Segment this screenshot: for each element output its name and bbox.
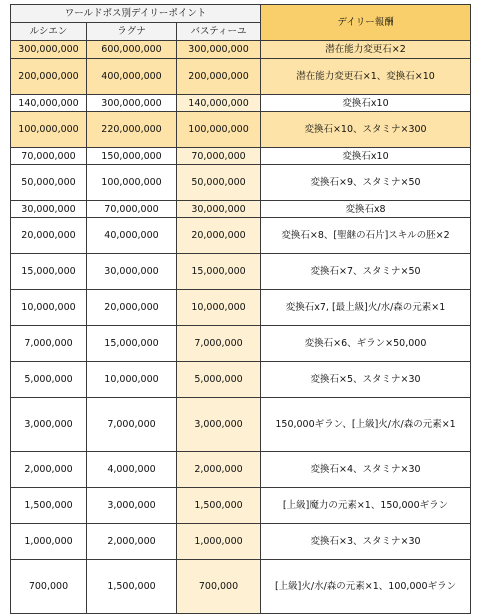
- bastille-points: 30,000,000: [177, 201, 261, 218]
- bastille-points: 70,000,000: [177, 148, 261, 165]
- bastille-points: 7,000,000: [177, 326, 261, 362]
- table-row: [11, 59, 471, 95]
- reward-text: [上級]魔力の元素×1、150,000ギラン: [261, 488, 471, 524]
- column-header-lucien: ルシエン: [11, 23, 87, 41]
- bastille-points: 300,000,000: [177, 41, 261, 59]
- ragna-points: 4,000,000: [87, 452, 177, 488]
- table-row: [11, 148, 471, 165]
- lucien-points: 70,000,000: [11, 148, 87, 165]
- lucien-points: 20,000,000: [11, 218, 87, 254]
- lucien-points: 7,000,000: [11, 326, 87, 362]
- reward-text: 変換石x8: [261, 201, 471, 218]
- bastille-points: 700,000: [177, 560, 261, 614]
- ragna-points: 600,000,000: [87, 41, 177, 59]
- table-row: [11, 112, 471, 148]
- reward-text: 変換石x10: [261, 95, 471, 112]
- lucien-points: 1,000,000: [11, 524, 87, 560]
- table-row: [11, 41, 471, 59]
- lucien-points: 140,000,000: [11, 95, 87, 112]
- bastille-points: 3,000,000: [177, 398, 261, 452]
- lucien-points: 30,000,000: [11, 201, 87, 218]
- ragna-points: 220,000,000: [87, 112, 177, 148]
- group-header-row: [11, 5, 471, 23]
- reward-text: 潜在能力変更石×2: [261, 41, 471, 59]
- daily-reward-header: デイリー報酬: [261, 5, 471, 41]
- ragna-points: 3,000,000: [87, 488, 177, 524]
- ragna-points: 400,000,000: [87, 59, 177, 95]
- daily-reward-table: [10, 4, 471, 614]
- ragna-points: 150,000,000: [87, 148, 177, 165]
- table-row: [11, 452, 471, 488]
- table-row: [11, 560, 471, 614]
- ragna-points: 2,000,000: [87, 524, 177, 560]
- bastille-points: 5,000,000: [177, 362, 261, 398]
- lucien-points: 700,000: [11, 560, 87, 614]
- ragna-points: 100,000,000: [87, 165, 177, 201]
- ragna-points: 30,000,000: [87, 254, 177, 290]
- reward-text: [上級]火/水/森の元素×1、100,000ギラン: [261, 560, 471, 614]
- reward-text: 変換石×5、スタミナ×30: [261, 362, 471, 398]
- reward-text: 変換石×7、スタミナ×50: [261, 254, 471, 290]
- reward-text: 変換石×8、[聖継の石片]スキルの胚×2: [261, 218, 471, 254]
- lucien-points: 3,000,000: [11, 398, 87, 452]
- lucien-points: 300,000,000: [11, 41, 87, 59]
- bastille-points: 15,000,000: [177, 254, 261, 290]
- reward-text: 変換石×6、ギラン×50,000: [261, 326, 471, 362]
- table-row: [11, 524, 471, 560]
- bastille-points: 200,000,000: [177, 59, 261, 95]
- ragna-points: 10,000,000: [87, 362, 177, 398]
- reward-text: 潜在能力変更石×1、変換石×10: [261, 59, 471, 95]
- lucien-points: 15,000,000: [11, 254, 87, 290]
- table-row: [11, 254, 471, 290]
- reward-text: 変換石×10、スタミナ×300: [261, 112, 471, 148]
- table-row: [11, 488, 471, 524]
- reward-text: 150,000ギラン、[上級]火/水/森の元素×1: [261, 398, 471, 452]
- lucien-points: 50,000,000: [11, 165, 87, 201]
- bastille-points: 10,000,000: [177, 290, 261, 326]
- ragna-points: 20,000,000: [87, 290, 177, 326]
- reward-text: 変換石×3、スタミナ×30: [261, 524, 471, 560]
- column-header-ragna: ラグナ: [87, 23, 177, 41]
- bastille-points: 20,000,000: [177, 218, 261, 254]
- ragna-points: 15,000,000: [87, 326, 177, 362]
- reward-text: 変換石×9、スタミナ×50: [261, 165, 471, 201]
- bastille-points: 1,000,000: [177, 524, 261, 560]
- bastille-points: 2,000,000: [177, 452, 261, 488]
- table-row: [11, 290, 471, 326]
- ragna-points: 300,000,000: [87, 95, 177, 112]
- lucien-points: 2,000,000: [11, 452, 87, 488]
- bastille-points: 1,500,000: [177, 488, 261, 524]
- bastille-points: 100,000,000: [177, 112, 261, 148]
- table-row: [11, 326, 471, 362]
- table-row: [11, 165, 471, 201]
- ragna-points: 70,000,000: [87, 201, 177, 218]
- ragna-points: 1,500,000: [87, 560, 177, 614]
- reward-text: 変換石x7, [最上級]火/水/森の元素×1: [261, 290, 471, 326]
- lucien-points: 10,000,000: [11, 290, 87, 326]
- lucien-points: 1,500,000: [11, 488, 87, 524]
- column-header-bastille: バスティーユ: [177, 23, 261, 41]
- table-row: [11, 398, 471, 452]
- lucien-points: 100,000,000: [11, 112, 87, 148]
- reward-text: 変換石x10: [261, 148, 471, 165]
- table-row: [11, 362, 471, 398]
- bastille-points: 50,000,000: [177, 165, 261, 201]
- lucien-points: 5,000,000: [11, 362, 87, 398]
- bastille-points: 140,000,000: [177, 95, 261, 112]
- reward-text: 変換石×4、スタミナ×30: [261, 452, 471, 488]
- table-row: [11, 95, 471, 112]
- ragna-points: 40,000,000: [87, 218, 177, 254]
- ragna-points: 7,000,000: [87, 398, 177, 452]
- table-row: [11, 218, 471, 254]
- lucien-points: 200,000,000: [11, 59, 87, 95]
- table-row: [11, 201, 471, 218]
- worldboss-points-header: ワールドボス別デイリーポイント: [11, 5, 261, 23]
